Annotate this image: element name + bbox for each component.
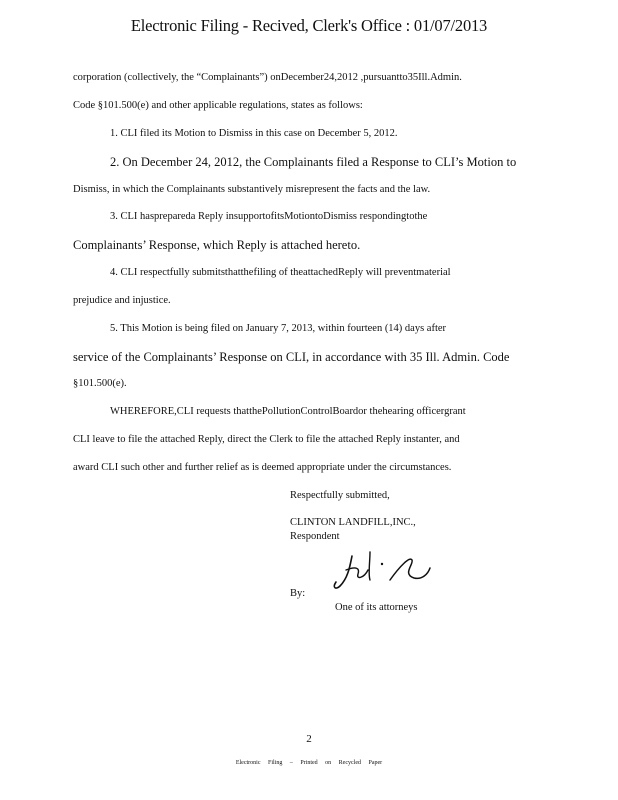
page-footer: Electronic Filing – Printed on Recycled Paper — [235, 760, 383, 766]
paragraph-3: 3. CLI hasprepareda Reply insupportofitsMotiontoDismiss respondingtothe — [110, 211, 428, 222]
company-name: CLINTON LANDFILL,INC., — [290, 517, 416, 528]
body-line: Complainants’ Response, which Reply is attached hereto. — [73, 238, 361, 252]
body-line: corporation (collectively, the “Complainants”) onDecember24,2012 ,pursuantto35Ill.Admin. — [73, 72, 462, 83]
page-number: 2 — [306, 733, 312, 745]
respondent-label: Respondent — [290, 531, 340, 542]
closing: Respectfully submitted, — [290, 490, 390, 501]
handwritten-signature — [330, 548, 440, 598]
body-line: §101.500(e). — [73, 378, 127, 389]
wherefore-paragraph: WHEREFORE,CLI requests thatthePollutionControlBoardor thehearing officergrant — [110, 406, 466, 417]
by-label: By: — [290, 588, 306, 599]
body-line: CLI leave to file the attached Reply, direct the Clerk to file the attached Reply instanter, and — [73, 434, 460, 445]
body-line: service of the Complainants’ Response on CLI, in accordance with 35 Ill. Admin. Code — [73, 350, 510, 364]
paragraph-2: 2. On December 24, 2012, the Complainants filed a Response to CLI’s Motion to — [110, 155, 517, 169]
body-line: award CLI such other and further relief as is deemed appropriate under the circumstances. — [73, 462, 452, 473]
paragraph-4: 4. CLI respectfully submitsthatthefiling of theattachedReply will preventmaterial — [110, 267, 451, 278]
paragraph-5: 5. This Motion is being filed on January 7, 2013, within fourteen (14) days after — [110, 323, 447, 334]
body-line: Code §101.500(e) and other applicable regulations, states as follows: — [73, 100, 363, 111]
body-line: prejudice and injustice. — [73, 295, 171, 306]
body-line: Dismiss, in which the Complainants substantively misrepresent the facts and the law. — [73, 184, 431, 195]
paragraph-1: 1. CLI filed its Motion to Dismiss in this case on December 5, 2012. — [110, 128, 398, 139]
page-header: Electronic Filing - Recived, Clerk's Office : 01/07/2013 — [130, 16, 488, 35]
attorney-caption: One of its attorneys — [335, 602, 418, 613]
